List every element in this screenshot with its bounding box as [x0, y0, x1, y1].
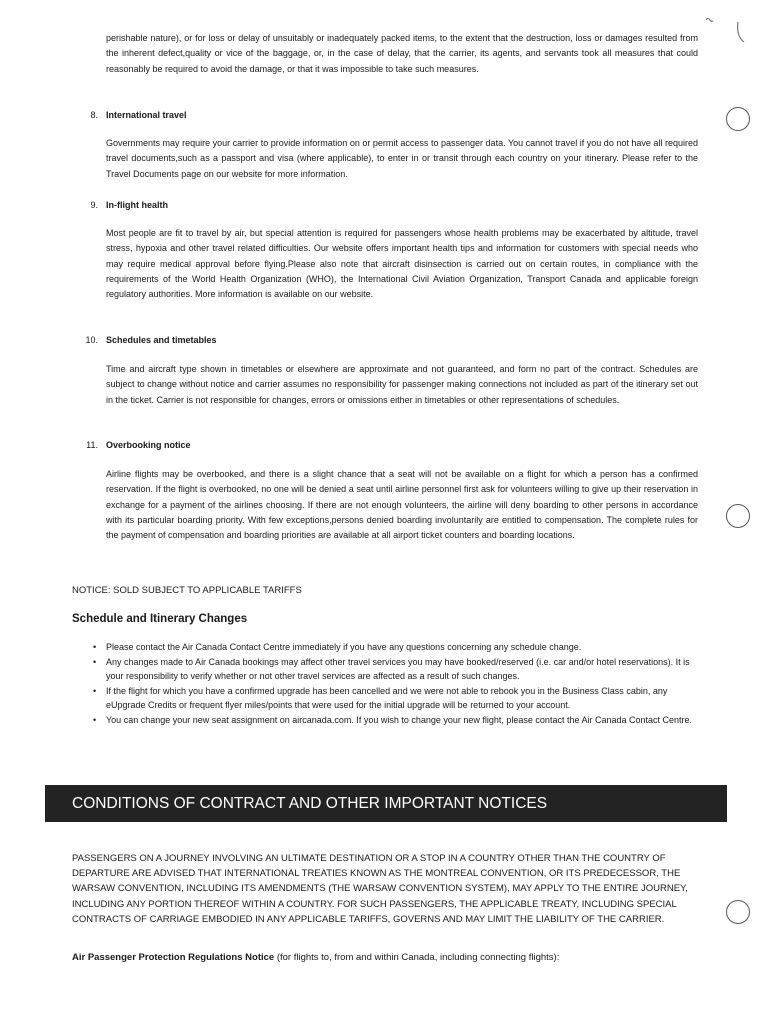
section-title-schedules-and-timetables: Schedules and timetables	[106, 335, 217, 345]
section-body-schedules-and-timetables: Time and aircraft type shown in timetables or elsewhere are approximate and not guaranteed, and form no part of the contract. Schedules are subject to change without notice and carrier assumes no responsibility for passenger making connections not included as part of the itinerary set out in the ticket. Carrier is not responsible for changes, errors or omissions either in timetables or other representations of schedules.	[106, 364, 698, 405]
list-item	[92, 713, 704, 728]
apr-notice-text: (for flights to, from and within Canada, including connecting flights):	[274, 952, 560, 963]
bullet-icon: •	[93, 685, 97, 696]
pen-mark-icon	[700, 12, 750, 46]
section-title-overbooking-notice: Overbooking notice	[106, 440, 191, 450]
tariff-notice: NOTICE: SOLD SUBJECT TO APPLICABLE TARIFFS	[72, 585, 302, 596]
conditions-of-contract-banner: CONDITIONS OF CONTRACT AND OTHER IMPORTANT NOTICES	[45, 785, 727, 822]
apr-notice-title: Air Passenger Protection Regulations Notice	[72, 952, 275, 963]
bullet-icon: •	[93, 642, 97, 652]
punch-hole-middle	[726, 504, 750, 528]
section-body-overbooking-notice: Airline flights may be overbooked, and there is a slight chance that a seat will not be available on a flight for which a person has a confirmed reservation. If the flight is overbooked, no one will be denied a seat until airline personnel first ask for volunteers willing to give up their reservation in exchange for a payment of the airlines choosing. If there are not enough volunteers, the airline will deny boarding to other persons in accordance with its particular boarding priority. With few exceptions,persons denied boarding involuntarily are entitled to compensation. The complete rules for the payment of compensation and boarding priorities are available at all airport ticket counters and boarding locations.	[106, 469, 698, 541]
bullet-icon: •	[93, 714, 97, 725]
section-body-international-travel: Governments may require your carrier to provide information on or permit access to passenger data. You cannot travel if you do not have all required travel documents,such as a passport and visa (where applicable), to enter in or transit through each country on your itinerary. Please refer to the Travel Documents page on our website for more information.	[106, 138, 698, 179]
schedule-changes-list	[92, 640, 704, 728]
section-title-international-travel: International travel	[106, 110, 187, 120]
apr-notice	[72, 952, 559, 964]
section-number: 10.	[85, 335, 98, 345]
list-item	[92, 684, 704, 713]
list-item-text: If the flight for which you have a confirmed upgrade has been cancelled and we were not able to rebook you in the Business Class cabin, any eUpgrade Credits or frequent flyer miles/points that were used for the initial upgrade will be returned to your account.	[106, 685, 668, 711]
section-body-in-flight-health: Most people are fit to travel by air, but special attention is required for passengers whose health problems may be exacerbated by altitude, travel stress, hypoxia and other travel related difficulties. Our website offers important health tips and information for customers with special needs who may require medical approval before flying.Please also note that aircraft disinsection is carried out on certain routes, in compliance with the requirements of the World Health Organization (WHO), the International Civil Aviation Organization, Transport Canada and applicable foreign regulatory authorities. More information is available on our website.	[106, 228, 698, 300]
schedule-changes-heading: Schedule and Itinerary Changes	[72, 613, 248, 625]
list-item-text: You can change your new seat assignment on aircanada.com. If you wish to change your new flight, please contact the Air Canada Contact Centre.	[106, 714, 693, 725]
section-number: 8.	[90, 110, 98, 120]
list-item-text: Any changes made to Air Canada bookings may affect other travel services you may have booked/reserved (i.e. car and/or hotel reservations). It is your responsibility to verify whether or not other travel services are affected as a result of such changes.	[106, 656, 690, 682]
list-item	[92, 640, 704, 655]
intro-paragraph: perishable nature), or for loss or delay of unsuitably or inadequately packed items, to the extent that the destruction, loss or damages resulted from the inherent defect,quality or vice of the baggage, or, in the case of delay, that the carrier, its agents, and servants took all measures that could reasonably be required to avoid the damage, or that it was impossible to take such measures.	[106, 33, 698, 74]
section-number: 9.	[90, 200, 98, 210]
section-title-in-flight-health: In-flight health	[106, 200, 168, 210]
convention-paragraph: PASSENGERS ON A JOURNEY INVOLVING AN ULTIMATE DESTINATION OR A STOP IN A COUNTRY OTHER THAN THE COUNTRY OF DEPARTURE ARE ADVISED THAT INTERNATIONAL TREATIES KNOWN AS THE MONTREAL CONVENTION, OR ITS PREDECESSOR, THE WARSAW CONVENTION, INCLUDING ITS AMENDMENTS (THE WARSAW CONVENTION SYSTEM), MAY APPLY TO THE ENTIRE JOURNEY, INCLUDING ANY PORTION THEREOF WITHIN A COUNTRY. FOR SUCH PASSENGERS, THE APPLICABLE TREATY, INCLUDING SPECIAL CONTRACTS OF CARRIAGE EMBODIED IN ANY APPLICABLE TARIFFS, GOVERNS AND MAY LIMIT THE LIABILITY OF THE CARRIER.	[72, 853, 688, 925]
section-number: 11.	[86, 440, 98, 450]
list-item-text: Please contact the Air Canada Contact Centre immediately if you have any questions concerning any schedule change.	[106, 642, 582, 652]
punch-hole-top	[726, 107, 750, 131]
bullet-icon: •	[93, 656, 97, 667]
punch-hole-bottom	[726, 900, 750, 924]
list-item	[92, 655, 704, 684]
